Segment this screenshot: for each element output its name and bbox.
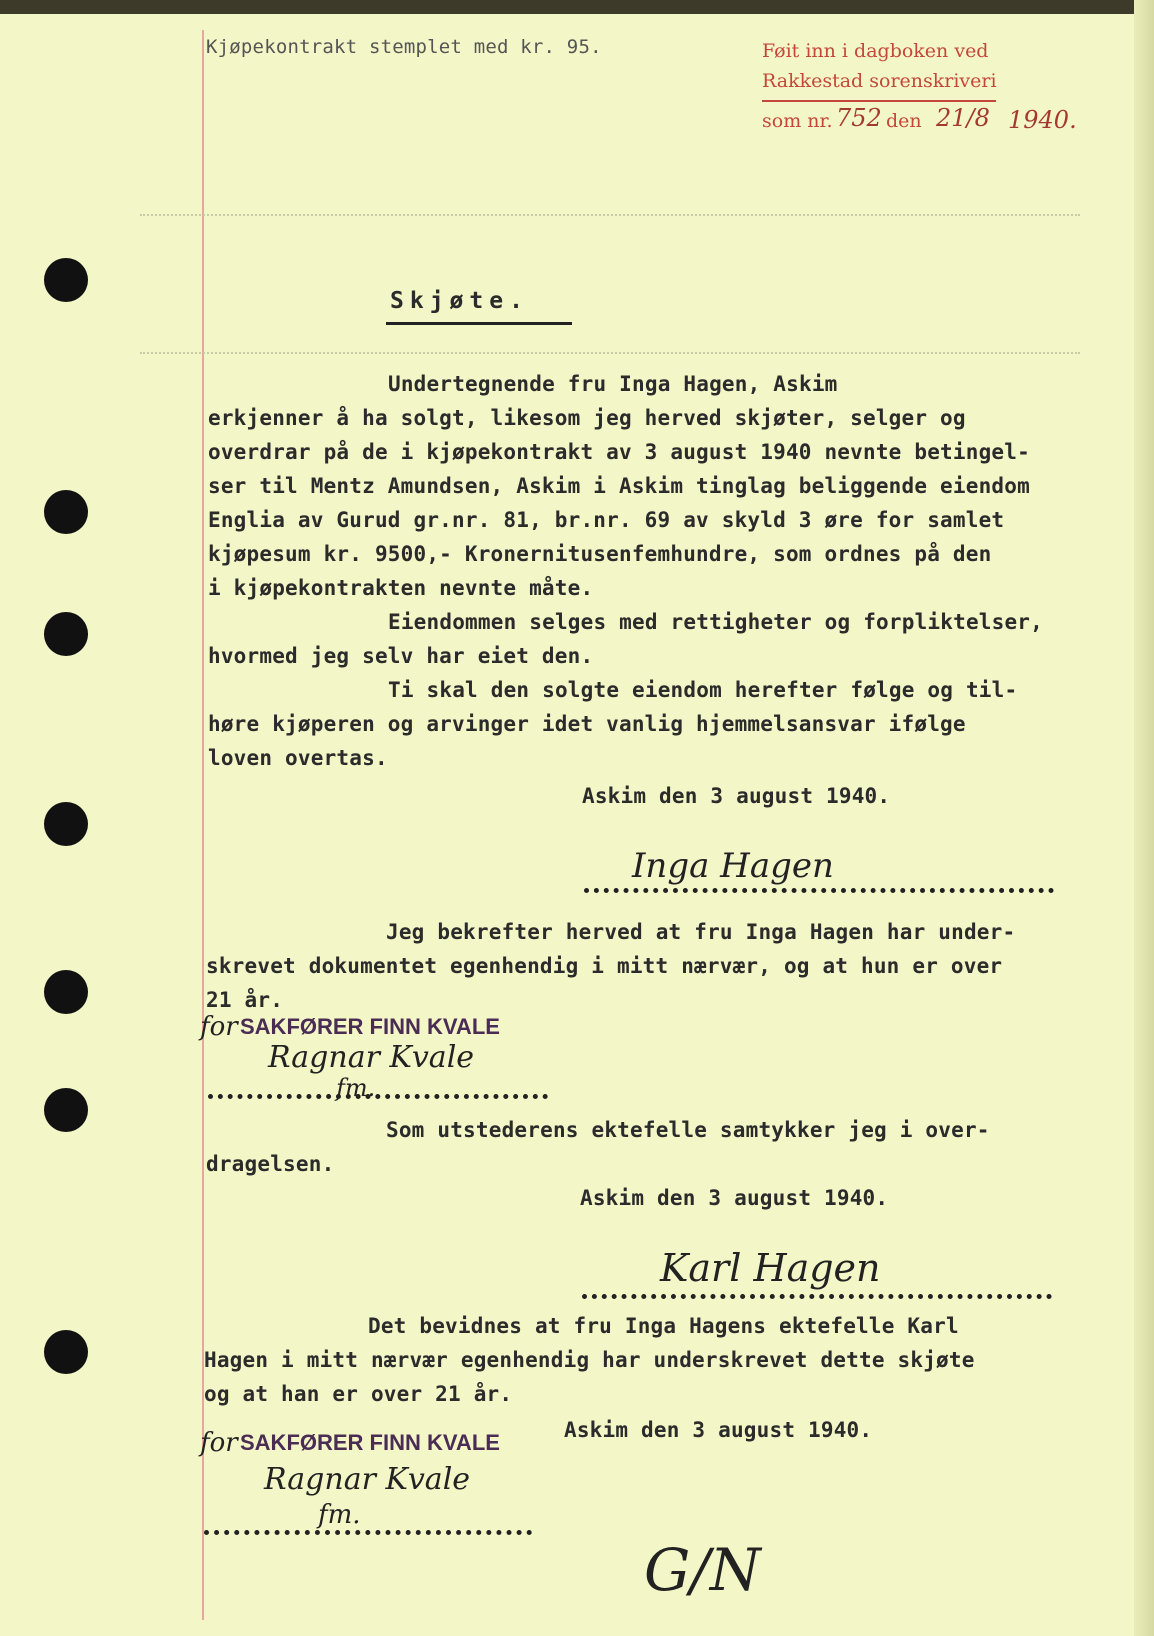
signature-dotted-line: [204, 1530, 532, 1535]
body-line: Jeg bekrefter herved at fru Inga Hagen har under-: [386, 920, 1016, 944]
body-line: overdrar på de i kjøpekontrakt av 3 august 1940 nevnte betingel-: [208, 440, 1030, 464]
body-line: 21 år.: [206, 988, 284, 1012]
registry-stamp-den: den: [886, 110, 922, 132]
registry-stamp-line2: Rakkestad sorenskriveri: [762, 70, 997, 92]
witness-firm-stamp: SAKFØRER FINN KVALE: [240, 1014, 500, 1039]
punch-hole: [44, 970, 88, 1014]
place-date-line: Askim den 3 august 1940.: [582, 784, 891, 808]
title-underline: [386, 322, 572, 325]
place-date-line: Askim den 3 august 1940.: [580, 1186, 889, 1210]
witness-prefix: for: [200, 1012, 238, 1042]
body-line: Det bevidnes at fru Inga Hagens ektefelle Karl: [368, 1314, 959, 1338]
punch-hole: [44, 490, 88, 534]
punch-hole: [44, 612, 88, 656]
witness-firm-stamp: SAKFØRER FINN KVALE: [240, 1430, 500, 1455]
seller-signature: Inga Hagen: [632, 846, 834, 886]
signature-dotted-line: [208, 1094, 548, 1099]
signature-dotted-line: [584, 888, 1054, 893]
witness-suffix: fm.: [336, 1074, 376, 1102]
body-line: og at han er over 21 år.: [204, 1382, 513, 1406]
signature-dotted-line: [582, 1294, 1052, 1299]
punch-hole: [44, 1088, 88, 1132]
witness-prefix: for: [200, 1428, 238, 1458]
body-line: ser til Mentz Amundsen, Askim i Askim tinglag beliggende eiendom: [208, 474, 1030, 498]
body-line: dragelsen.: [206, 1152, 335, 1176]
registry-number: 752: [836, 104, 882, 132]
body-line: Hagen i mitt nærvær egenhendig har underskrevet dette skjøte: [204, 1348, 975, 1372]
spouse-signature: Karl Hagen: [660, 1246, 881, 1290]
page-top-edge: [0, 0, 1154, 14]
registry-stamp-divider: [762, 100, 996, 102]
ruled-line: [140, 352, 1080, 354]
body-line: loven overtas.: [208, 746, 388, 770]
body-line: skrevet dokumentet egenhendig i mitt nærvær, og at hun er over: [206, 954, 1003, 978]
body-line: Englia av Gurud gr.nr. 81, br.nr. 69 av skyld 3 øre for samlet: [208, 508, 1005, 532]
witness-signature: Ragnar Kvale: [268, 1040, 475, 1075]
body-line: høre kjøperen og arvinger idet vanlig hjemmelsansvar ifølge: [208, 712, 966, 736]
body-line: Eiendommen selges med rettigheter og forpliktelser,: [388, 610, 1043, 634]
body-line: erkjenner å ha solgt, likesom jeg herved skjøter, selger og: [208, 406, 966, 430]
registry-date: 21/8: [936, 104, 990, 132]
registry-year: 1940.: [1008, 106, 1077, 134]
initials-mark: G/N: [644, 1536, 761, 1604]
document-title: Skjøte.: [390, 288, 529, 314]
place-date-line: Askim den 3 august 1940.: [564, 1418, 873, 1442]
body-line: kjøpesum kr. 9500,- Kronernitusenfemhundre, som ordnes på den: [208, 542, 992, 566]
body-line: hvormed jeg selv har eiet den.: [208, 644, 594, 668]
body-line: Som utstederens ektefelle samtykker jeg i over-: [386, 1118, 990, 1142]
ruled-line: [140, 214, 1080, 216]
punch-hole: [44, 258, 88, 302]
registry-stamp-line1: Føit inn i dagboken ved: [762, 40, 989, 62]
stamp-duty-note: Kjøpekontrakt stemplet med kr. 95.: [206, 36, 602, 58]
witness-suffix: fm.: [318, 1500, 361, 1530]
body-line: Undertegnende fru Inga Hagen, Askim: [388, 372, 838, 396]
punch-hole: [44, 802, 88, 846]
body-line: Ti skal den solgte eiendom herefter følge og til-: [388, 678, 1018, 702]
punch-hole: [44, 1330, 88, 1374]
body-line: i kjøpekontrakten nevnte måte.: [208, 576, 594, 600]
registry-stamp-prefix: som nr.: [762, 110, 833, 132]
witness-signature: Ragnar Kvale: [264, 1462, 471, 1497]
page-right-edge: [1134, 0, 1154, 1636]
